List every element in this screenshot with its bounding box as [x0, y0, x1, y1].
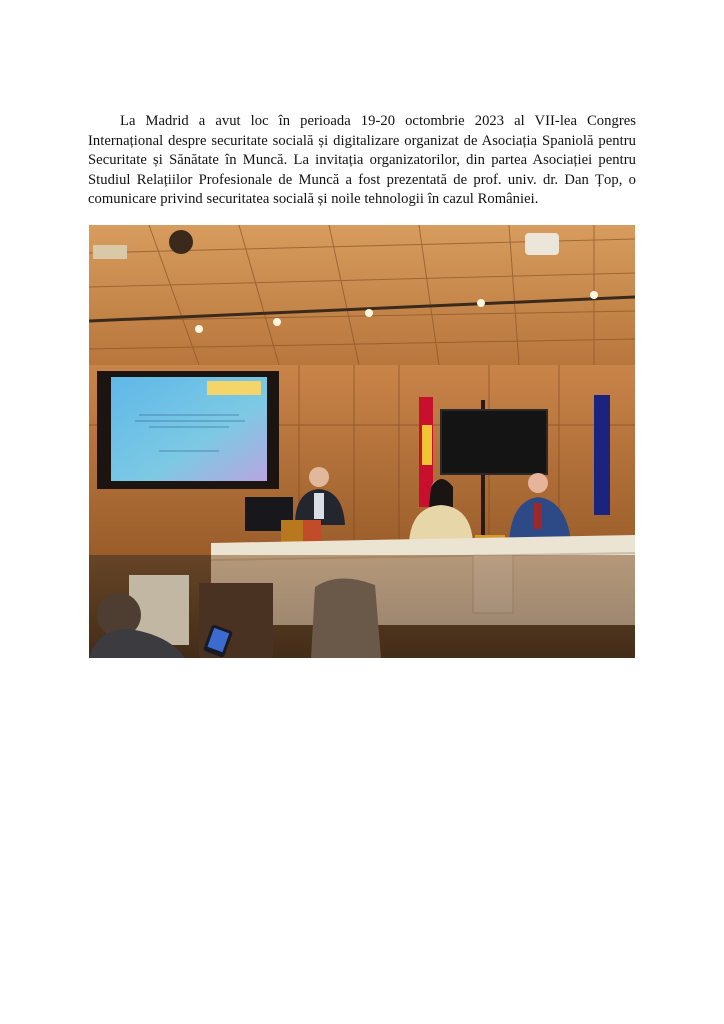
tv-monitor — [441, 410, 547, 474]
slide-logo — [207, 381, 261, 395]
body-paragraph: La Madrid a avut loc în perioada 19-20 octombrie 2023 al VII-lea Congres Internațional despre securitate socială și digitalizare organizat de Asociația Spaniolă pentru Securitate și Sănătate în Muncă. La invitația organizatorilor, din partea Asociației pentru Studiul Relațiilor Profesionale de Muncă a fost prezentată de prof. univ. dr. Dan Țop, o comunicare privind securitatea socială și noile tehnologii în cazul României. — [88, 113, 636, 208]
ceiling-speaker — [169, 230, 193, 254]
conference-photo — [89, 225, 635, 658]
hanging-jacket — [311, 578, 381, 658]
ceiling-sensor — [525, 233, 559, 255]
eu-flag — [594, 395, 610, 515]
ceiling-vent — [93, 245, 127, 259]
